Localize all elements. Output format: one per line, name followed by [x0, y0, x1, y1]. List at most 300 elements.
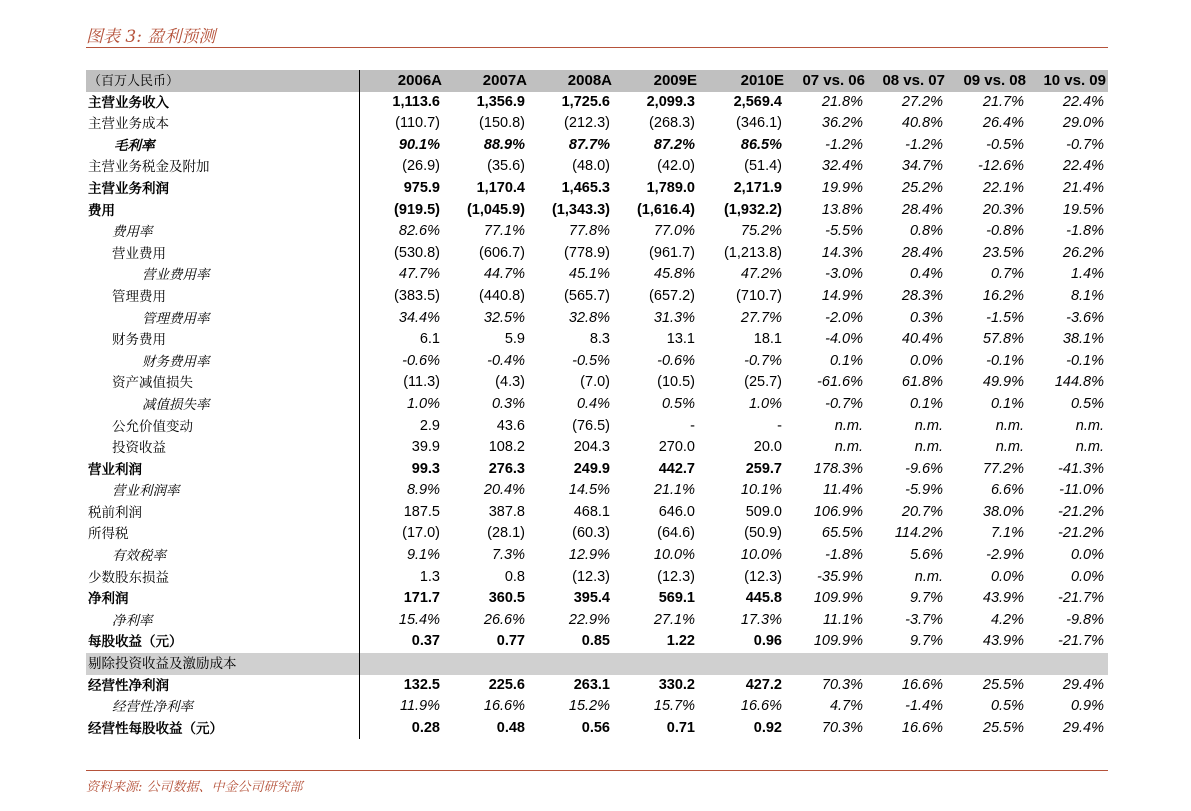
value-cell: 360.5	[488, 590, 525, 607]
value-cell: 276.3	[488, 460, 525, 477]
value-cell: 270.0	[658, 439, 695, 456]
table-body	[86, 92, 1108, 740]
value-cell: (346.1)	[736, 115, 782, 132]
growth-cell: 28.3%	[901, 287, 943, 304]
value-cell: (961.7)	[649, 244, 695, 261]
value-cell: (12.3)	[657, 568, 695, 585]
value-cell: 225.6	[488, 676, 525, 693]
value-cell: 263.1	[573, 676, 610, 693]
table-row	[86, 502, 1108, 524]
growth-cell: -5.5%	[825, 223, 863, 240]
table-row	[86, 718, 1108, 740]
table-row	[86, 200, 1108, 222]
growth-cell: 0.4%	[909, 266, 943, 283]
row-label: 经营性净利润	[86, 675, 359, 697]
growth-cell: 109.9%	[813, 633, 863, 650]
value-cell: (28.1)	[487, 525, 525, 542]
growth-cell: -21.2%	[1058, 503, 1104, 520]
row-label: 费用率	[86, 221, 359, 243]
growth-cell: 25.5%	[982, 676, 1024, 693]
growth-cell: 0.9%	[1070, 698, 1104, 715]
growth-cell: 40.4%	[901, 331, 943, 348]
value-cell: 31.3%	[653, 309, 695, 326]
value-cell: -0.4%	[487, 352, 525, 369]
value-cell: -0.7%	[744, 352, 782, 369]
growth-cell: n.m.	[834, 439, 863, 456]
value-cell: 975.9	[403, 179, 440, 196]
growth-cell: 0.1%	[829, 352, 863, 369]
growth-cell: -0.7%	[825, 395, 863, 412]
growth-cell: -35.9%	[817, 568, 863, 585]
value-cell: 32.5%	[483, 309, 525, 326]
row-label: 经营性每股收益（元）	[86, 718, 359, 740]
growth-cell: -3.6%	[1066, 309, 1104, 326]
row-label: 管理费用率	[86, 308, 359, 330]
value-cell: (76.5)	[572, 417, 610, 434]
value-cell: 82.6%	[398, 223, 440, 240]
value-cell: 0.85	[581, 633, 610, 650]
growth-cell: n.m.	[995, 417, 1024, 434]
column-header: 09 vs. 08	[947, 70, 1028, 92]
value-cell: 0.4%	[576, 395, 610, 412]
value-cell: 171.7	[403, 590, 440, 607]
growth-cell: 28.4%	[901, 201, 943, 218]
growth-cell: 114.2%	[894, 525, 943, 542]
value-cell: (1,616.4)	[636, 201, 695, 218]
value-cell	[614, 653, 699, 675]
value-cell: 77.8%	[568, 223, 610, 240]
table-row	[86, 329, 1108, 351]
growth-cell: -3.0%	[825, 266, 863, 283]
growth-cell: 11.1%	[822, 611, 863, 628]
value-cell: (710.7)	[736, 287, 782, 304]
table-row	[86, 92, 1108, 114]
growth-cell	[947, 653, 1028, 675]
growth-cell: 7.1%	[990, 525, 1024, 542]
value-cell: (150.8)	[479, 115, 525, 132]
growth-cell: 34.7%	[901, 158, 943, 175]
value-cell: 187.5	[403, 503, 440, 520]
value-cell: 108.2	[488, 439, 525, 456]
growth-cell: 27.2%	[901, 93, 943, 110]
value-cell: -0.6%	[402, 352, 440, 369]
value-cell: 16.6%	[483, 698, 525, 715]
row-label: 每股收益（元）	[86, 631, 359, 653]
value-cell: 21.1%	[653, 482, 695, 499]
growth-cell: 19.5%	[1062, 201, 1104, 218]
value-cell: 43.6	[496, 417, 525, 434]
growth-cell: 9.7%	[909, 590, 943, 607]
row-label: 少数股东损益	[86, 567, 359, 589]
table-row	[86, 372, 1108, 394]
value-cell: (17.0)	[402, 525, 440, 542]
growth-cell: -2.0%	[825, 309, 863, 326]
growth-cell	[1028, 653, 1108, 675]
value-cell: 445.8	[745, 590, 782, 607]
growth-cell: 21.8%	[821, 93, 863, 110]
value-cell: 2,171.9	[733, 179, 782, 196]
growth-cell: 29.4%	[1062, 719, 1104, 736]
value-cell: (1,213.8)	[723, 244, 782, 261]
table-header-row	[86, 70, 1108, 92]
table-row	[86, 178, 1108, 200]
value-cell: 34.4%	[398, 309, 440, 326]
value-cell: 468.1	[573, 503, 610, 520]
value-cell: 1,113.6	[392, 93, 440, 110]
row-label: 税前利润	[86, 502, 359, 524]
growth-cell: 21.7%	[982, 93, 1024, 110]
growth-cell: 1.4%	[1070, 266, 1104, 283]
growth-cell: -21.7%	[1058, 590, 1104, 607]
table-row	[86, 221, 1108, 243]
table-row	[86, 459, 1108, 481]
value-cell: 45.8%	[653, 266, 695, 283]
table-row	[86, 567, 1108, 589]
value-cell: (4.3)	[495, 374, 525, 391]
value-cell: 10.0%	[653, 547, 695, 564]
growth-cell: 26.2%	[1062, 244, 1104, 261]
value-cell	[529, 653, 614, 675]
growth-cell: 5.6%	[909, 547, 943, 564]
growth-cell: 23.5%	[982, 244, 1024, 261]
growth-cell: n.m.	[914, 417, 943, 434]
growth-cell: 0.8%	[909, 223, 943, 240]
growth-cell: n.m.	[914, 439, 943, 456]
growth-cell: 25.5%	[982, 719, 1024, 736]
growth-cell: 0.0%	[990, 568, 1024, 585]
growth-cell: 9.7%	[909, 633, 943, 650]
row-label: 费用	[86, 200, 359, 222]
value-cell: 47.2%	[740, 266, 782, 283]
growth-cell: 22.4%	[1062, 93, 1104, 110]
growth-cell: -9.8%	[1066, 611, 1104, 628]
value-cell: 10.1%	[740, 482, 782, 499]
table-row	[86, 135, 1108, 157]
growth-cell: 65.5%	[821, 525, 863, 542]
column-header: 2007A	[444, 70, 529, 92]
value-cell: 646.0	[658, 503, 695, 520]
value-cell: 87.7%	[568, 136, 610, 153]
value-cell: 1,170.4	[476, 179, 525, 196]
growth-cell: -61.6%	[817, 374, 863, 391]
row-label: 净利率	[86, 610, 359, 632]
value-cell: 39.9	[411, 439, 440, 456]
value-cell: 9.1%	[406, 547, 440, 564]
row-label: 净利润	[86, 588, 359, 610]
growth-cell: 16.2%	[982, 287, 1024, 304]
value-cell	[699, 653, 786, 675]
value-cell: 87.2%	[653, 136, 695, 153]
row-label: 主营业务成本	[86, 113, 359, 135]
growth-cell: -1.4%	[905, 698, 943, 715]
value-cell: (7.0)	[580, 374, 610, 391]
value-cell: (268.3)	[649, 115, 695, 132]
value-cell: (12.3)	[744, 568, 782, 585]
value-cell: 90.1%	[398, 136, 440, 153]
value-cell: 13.1	[666, 331, 695, 348]
column-header: 08 vs. 07	[867, 70, 947, 92]
row-label: 资产减值损失	[86, 372, 359, 394]
value-cell: (48.0)	[572, 158, 610, 175]
value-cell: 20.4%	[483, 482, 525, 499]
value-cell: 0.3%	[491, 395, 525, 412]
growth-cell: 20.3%	[982, 201, 1024, 218]
growth-cell: n.m.	[1075, 439, 1104, 456]
growth-cell: -0.8%	[986, 223, 1024, 240]
value-cell: 14.5%	[568, 482, 610, 499]
value-cell: 47.7%	[398, 266, 440, 283]
value-cell: 32.8%	[568, 309, 610, 326]
growth-cell: 19.9%	[821, 179, 863, 196]
value-cell: (212.3)	[564, 115, 610, 132]
value-cell: -	[690, 417, 695, 434]
row-label: 经营性净利率	[86, 696, 359, 718]
value-cell: 442.7	[658, 460, 695, 477]
growth-cell: 29.0%	[1062, 115, 1104, 132]
growth-cell: 25.2%	[901, 179, 943, 196]
growth-cell: -1.8%	[825, 547, 863, 564]
value-cell: 15.7%	[653, 698, 695, 715]
value-cell: (778.9)	[564, 244, 610, 261]
source-note: 资料来源: 公司数据、中金公司研究部	[86, 780, 303, 795]
value-cell: 17.3%	[740, 611, 782, 628]
growth-cell: -5.9%	[905, 482, 943, 499]
growth-cell: 0.0%	[909, 352, 943, 369]
value-cell: 20.0	[753, 439, 782, 456]
value-cell: 27.7%	[740, 309, 782, 326]
growth-cell: -21.7%	[1058, 633, 1104, 650]
table-row	[86, 416, 1108, 438]
growth-cell: 0.1%	[990, 395, 1024, 412]
row-label: 主营业务收入	[86, 92, 359, 114]
value-cell: 2.9	[419, 417, 440, 434]
value-cell: 86.5%	[740, 136, 782, 153]
table-row	[86, 523, 1108, 545]
value-cell: -	[777, 417, 782, 434]
growth-cell: -21.2%	[1058, 525, 1104, 542]
table-row	[86, 286, 1108, 308]
value-cell: 27.1%	[653, 611, 695, 628]
value-cell: 1.3	[419, 568, 440, 585]
value-cell: (26.9)	[402, 158, 440, 175]
growth-cell: 4.2%	[990, 611, 1024, 628]
growth-cell: 6.6%	[990, 482, 1024, 499]
growth-cell	[867, 653, 947, 675]
value-cell: 7.3%	[491, 547, 525, 564]
value-cell: 0.28	[411, 719, 440, 736]
growth-cell: 14.9%	[821, 287, 863, 304]
table-row	[86, 156, 1108, 178]
value-cell: 0.56	[581, 719, 610, 736]
table-row	[86, 351, 1108, 373]
value-cell: 8.9%	[406, 482, 440, 499]
value-cell: 509.0	[745, 503, 782, 520]
value-cell: 132.5	[403, 676, 440, 693]
row-label: 营业费用率	[86, 264, 359, 286]
value-cell	[444, 653, 529, 675]
growth-cell: 0.0%	[1070, 547, 1104, 564]
value-cell: (51.4)	[744, 158, 782, 175]
value-cell: (606.7)	[479, 244, 525, 261]
column-header: 07 vs. 06	[786, 70, 867, 92]
value-cell: 10.0%	[740, 547, 782, 564]
row-label: 主营业务税金及附加	[86, 156, 359, 178]
value-cell: (12.3)	[572, 568, 610, 585]
value-cell: 0.96	[753, 633, 782, 650]
growth-cell: 178.3%	[813, 460, 863, 477]
growth-cell: 8.1%	[1070, 287, 1104, 304]
table-row	[86, 308, 1108, 330]
column-header: 2006A	[359, 70, 444, 92]
value-cell: 77.0%	[653, 223, 695, 240]
row-label: 所得税	[86, 523, 359, 545]
value-cell: 259.7	[745, 460, 782, 477]
table-row	[86, 631, 1108, 653]
growth-cell: -1.5%	[986, 309, 1024, 326]
value-cell: 18.1	[753, 331, 782, 348]
growth-cell: 40.8%	[901, 115, 943, 132]
value-cell: 77.1%	[483, 223, 525, 240]
value-cell: 330.2	[658, 676, 695, 693]
row-label: 营业利润	[86, 459, 359, 481]
value-cell: 5.9	[504, 331, 525, 348]
value-cell: 8.3	[589, 331, 610, 348]
growth-cell: 38.0%	[982, 503, 1024, 520]
value-cell: 45.1%	[568, 266, 610, 283]
growth-cell: 29.4%	[1062, 676, 1104, 693]
growth-cell: -9.6%	[905, 460, 943, 477]
row-label: 有效税率	[86, 545, 359, 567]
growth-cell: 77.2%	[982, 460, 1024, 477]
growth-cell: -41.3%	[1058, 460, 1104, 477]
figure-title: 图表 3: 盈利预测	[86, 27, 216, 47]
value-cell: 0.8	[504, 568, 525, 585]
growth-cell: 11.4%	[822, 482, 863, 499]
profit-forecast-table	[86, 70, 1108, 739]
growth-cell: 16.6%	[901, 719, 943, 736]
value-cell: 1,725.6	[561, 93, 610, 110]
column-header: 2008A	[529, 70, 614, 92]
row-label: 财务费用	[86, 329, 359, 351]
value-cell: 22.9%	[568, 611, 610, 628]
growth-cell: 36.2%	[821, 115, 863, 132]
value-cell: 0.77	[496, 633, 525, 650]
value-cell: 1.22	[666, 633, 695, 650]
row-label: 营业利润率	[86, 480, 359, 502]
value-cell: 1,356.9	[476, 93, 525, 110]
table-row	[86, 696, 1108, 718]
value-cell: 75.2%	[740, 223, 782, 240]
table-row	[86, 113, 1108, 135]
value-cell: (110.7)	[395, 115, 440, 132]
value-cell: (50.9)	[744, 525, 782, 542]
growth-cell: 0.0%	[1070, 568, 1104, 585]
growth-cell: -11.0%	[1059, 482, 1104, 499]
value-cell: 1.0%	[748, 395, 782, 412]
value-cell: (440.8)	[479, 287, 525, 304]
value-cell: (42.0)	[657, 158, 695, 175]
value-cell: (11.3)	[403, 374, 440, 391]
growth-cell: 21.4%	[1062, 179, 1104, 196]
value-cell: 6.1	[419, 331, 440, 348]
growth-cell: n.m.	[995, 439, 1024, 456]
value-cell: 88.9%	[483, 136, 525, 153]
table-row	[86, 480, 1108, 502]
growth-cell: 0.5%	[990, 698, 1024, 715]
value-cell: 2,569.4	[733, 93, 782, 110]
growth-cell: 14.3%	[821, 244, 863, 261]
value-cell: 15.4%	[398, 611, 440, 628]
growth-cell: 0.7%	[990, 266, 1024, 283]
value-cell: -0.6%	[657, 352, 695, 369]
value-cell: (657.2)	[649, 287, 695, 304]
value-cell: 427.2	[745, 676, 782, 693]
value-cell: (10.5)	[657, 374, 695, 391]
column-header: 2010E	[699, 70, 786, 92]
row-label: 主营业务利润	[86, 178, 359, 200]
value-cell: (35.6)	[487, 158, 525, 175]
table-row	[86, 588, 1108, 610]
value-cell: (1,045.9)	[466, 201, 525, 218]
value-cell: 16.6%	[740, 698, 782, 715]
value-cell: 11.9%	[399, 698, 440, 715]
growth-cell: 20.7%	[901, 503, 943, 520]
growth-cell: -2.9%	[986, 547, 1024, 564]
growth-cell: 43.9%	[982, 633, 1024, 650]
value-cell: 0.48	[496, 719, 525, 736]
value-cell: (530.8)	[394, 244, 440, 261]
value-cell: (64.6)	[657, 525, 695, 542]
value-cell: (1,932.2)	[723, 201, 782, 218]
growth-cell: -1.2%	[825, 136, 863, 153]
value-cell: 0.92	[753, 719, 782, 736]
growth-cell: -0.7%	[1066, 136, 1104, 153]
value-cell: (565.7)	[564, 287, 610, 304]
value-cell: (1,343.3)	[551, 201, 610, 218]
growth-cell	[786, 653, 867, 675]
value-cell: 26.6%	[483, 611, 525, 628]
unit-label: （百万人民币）	[86, 70, 359, 92]
value-cell: (919.5)	[394, 201, 440, 218]
value-cell: 12.9%	[568, 547, 610, 564]
value-cell: 1.0%	[406, 395, 440, 412]
growth-cell: 43.9%	[982, 590, 1024, 607]
value-cell: (25.7)	[744, 374, 782, 391]
value-cell: 0.71	[666, 719, 695, 736]
growth-cell: 106.9%	[813, 503, 863, 520]
growth-cell: 70.3%	[821, 676, 863, 693]
growth-cell: -0.1%	[1066, 352, 1104, 369]
growth-cell: n.m.	[914, 568, 943, 585]
growth-cell: 61.8%	[901, 374, 943, 391]
growth-cell: 38.1%	[1062, 331, 1104, 348]
value-cell: 2,099.3	[646, 93, 695, 110]
value-cell	[359, 653, 444, 675]
growth-cell: n.m.	[1075, 417, 1104, 434]
row-label: 公允价值变动	[86, 416, 359, 438]
growth-cell: -0.5%	[986, 136, 1024, 153]
growth-cell: -1.8%	[1066, 223, 1104, 240]
growth-cell: 70.3%	[821, 719, 863, 736]
growth-cell: -4.0%	[825, 331, 863, 348]
value-cell: 204.3	[573, 439, 610, 456]
row-label: 管理费用	[86, 286, 359, 308]
value-cell: 1,465.3	[561, 179, 610, 196]
value-cell: 249.9	[573, 460, 610, 477]
table-row	[86, 243, 1108, 265]
growth-cell: 16.6%	[901, 676, 943, 693]
value-cell: 15.2%	[568, 698, 610, 715]
